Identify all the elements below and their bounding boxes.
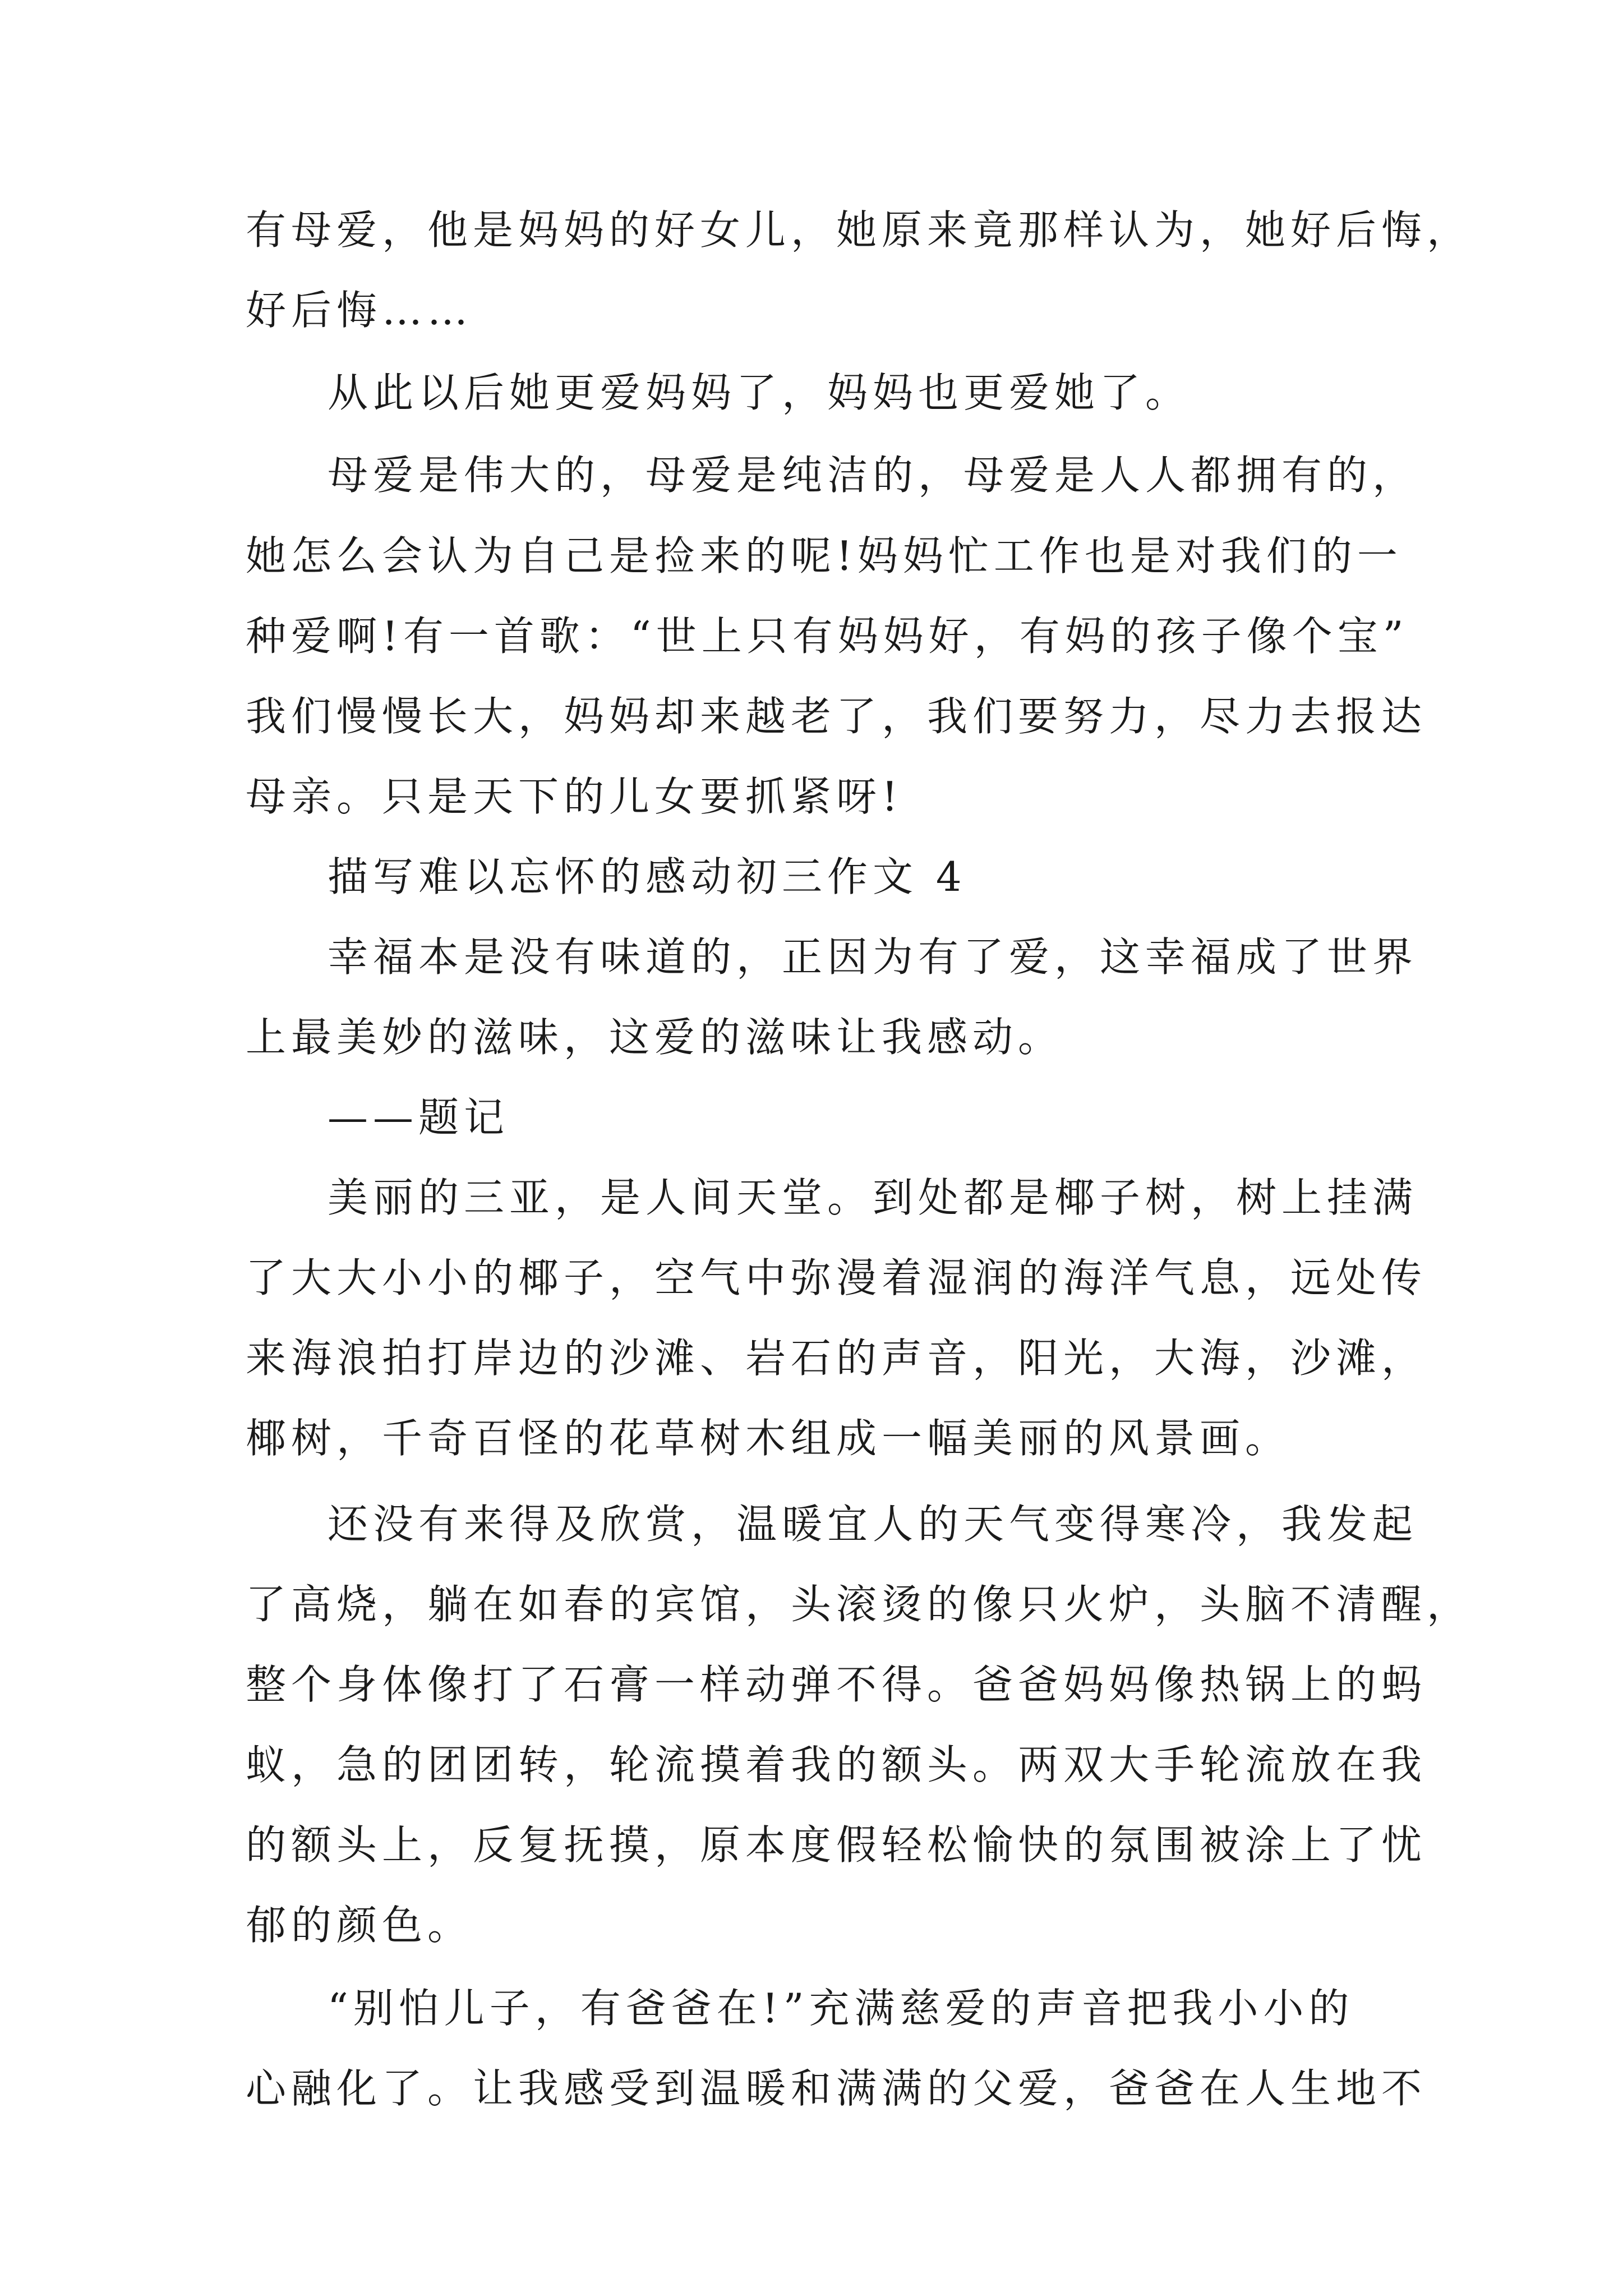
section-heading: 描写难以忘怀的感动初三作文 4 (328, 853, 967, 900)
text-line: 还没有来得及欣赏，温暖宜人的天气变得寒冷，我发起 (328, 1501, 1418, 1548)
text-line: 我们慢慢长大，妈妈却来越老了，我们要努力，尽力去报达 (246, 693, 1427, 740)
text-line: 种爱啊!有一首歌：“世上只有妈妈好，有妈的孩子像个宝” (246, 613, 1409, 660)
text-line: “别怕儿子，有爸爸在!”充满慈爱的声音把我小小的 (328, 1985, 1354, 2032)
text-line: 了高烧，躺在如春的宾馆，头滚烫的像只火炉，头脑不清醒， (246, 1581, 1473, 1628)
text-line: 郁的颜色。 (246, 1902, 473, 1949)
text-line: 幸福本是没有味道的，正因为有了爱，这幸福成了世界 (328, 933, 1418, 981)
text-line: 上最美妙的滋味，这爱的滋味让我感动。 (246, 1014, 1064, 1061)
text-line: 椰树，千奇百怪的花草树木组成一幅美丽的风景画。 (246, 1415, 1291, 1462)
text-line: 蚁，急的团团转，轮流摸着我的额头。两双大手轮流放在我 (246, 1741, 1427, 1788)
text-line: 心融化了。让我感受到温暖和满满的父爱，爸爸在人生地不 (246, 2065, 1427, 2112)
text-line: 整个身体像打了石膏一样动弹不得。爸爸妈妈像热锅上的蚂 (246, 1661, 1427, 1708)
text-line: 她怎么会认为自己是捡来的呢!妈妈忙工作也是对我们的一 (246, 532, 1403, 579)
text-line: 的额头上，反复抚摸，原本度假轻松愉快的氛围被涂上了忧 (246, 1821, 1427, 1869)
text-line: 了大大小小的椰子，空气中弥漫着湿润的海洋气息，远处传 (246, 1254, 1427, 1301)
text-line: 母亲。只是天下的儿女要抓紧呀! (246, 773, 903, 820)
text-line: 母爱是伟大的，母爱是纯洁的，母爱是人人都拥有的， (328, 452, 1418, 499)
text-line: 有母爱，他是妈妈的好女儿，她原来竟那样认为，她好后悔， (246, 206, 1473, 254)
text-line: 好后悔…… (246, 287, 473, 334)
text-line: 美丽的三亚，是人间天堂。到处都是椰子树，树上挂满 (328, 1174, 1418, 1221)
text-line: 从此以后她更爱妈妈了，妈妈也更爱她了。 (328, 369, 1191, 416)
epigraph-attribution: ——题记 (328, 1094, 510, 1141)
text-line: 来海浪拍打岸边的沙滩、岩石的声音，阳光，大海，沙滩， (246, 1335, 1427, 1382)
